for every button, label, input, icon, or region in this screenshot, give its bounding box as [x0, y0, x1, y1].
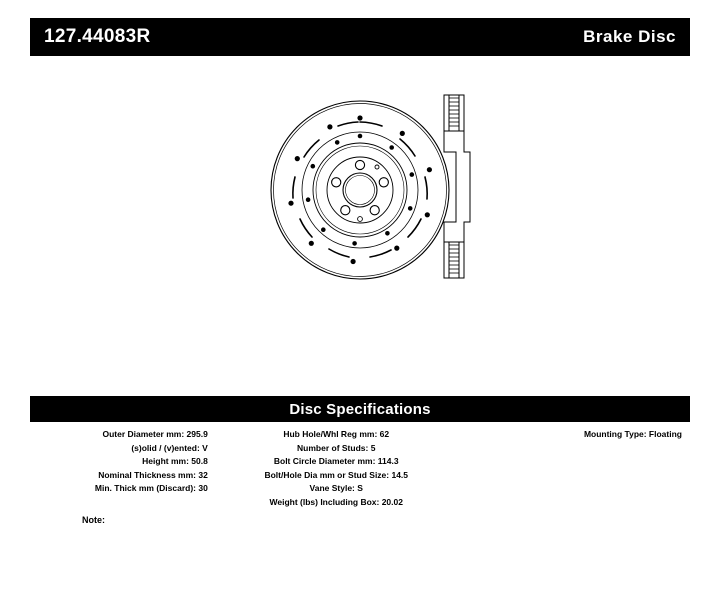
brake-disc-face-view	[265, 95, 455, 290]
spec-line: Hub Hole/Whl Reg mm: 62	[283, 429, 390, 439]
spec-line: Weight (lbs) Including Box: 20.02	[269, 496, 403, 507]
spec-line: Vane Style: S	[309, 483, 363, 494]
spec-line: Mounting Type: Floating	[583, 429, 682, 439]
note-label: Note:	[82, 515, 105, 525]
brake-disc-edge-view	[430, 90, 490, 295]
spec-line: Min. Thick mm (Discard): 30	[94, 483, 208, 494]
header-bar	[30, 18, 690, 56]
spec-line: Number of Studs: 5	[297, 442, 376, 453]
product-type: Brake Disc	[583, 27, 676, 46]
spec-line: Outer Diameter mm: 295.9	[102, 429, 208, 439]
spec-line: (s)olid / (v)ented: V	[131, 442, 208, 453]
spec-column-left	[30, 428, 208, 496]
part-number: 127.44083R	[44, 26, 151, 47]
spec-column-middle	[208, 428, 465, 510]
spec-line: Bolt/Hole Dia mm or Stud Size: 14.5	[264, 469, 409, 480]
spec-line: Height mm: 50.8	[142, 456, 208, 467]
spec-title: Disc Specifications	[289, 400, 431, 418]
spec-line: Nominal Thickness mm: 32	[98, 469, 208, 480]
spec-title-bar	[30, 396, 690, 422]
drawing-area	[30, 70, 690, 380]
spec-line: Bolt Circle Diameter mm: 114.3	[273, 456, 399, 467]
spec-column-right	[465, 428, 690, 442]
spec-columns	[30, 428, 690, 510]
